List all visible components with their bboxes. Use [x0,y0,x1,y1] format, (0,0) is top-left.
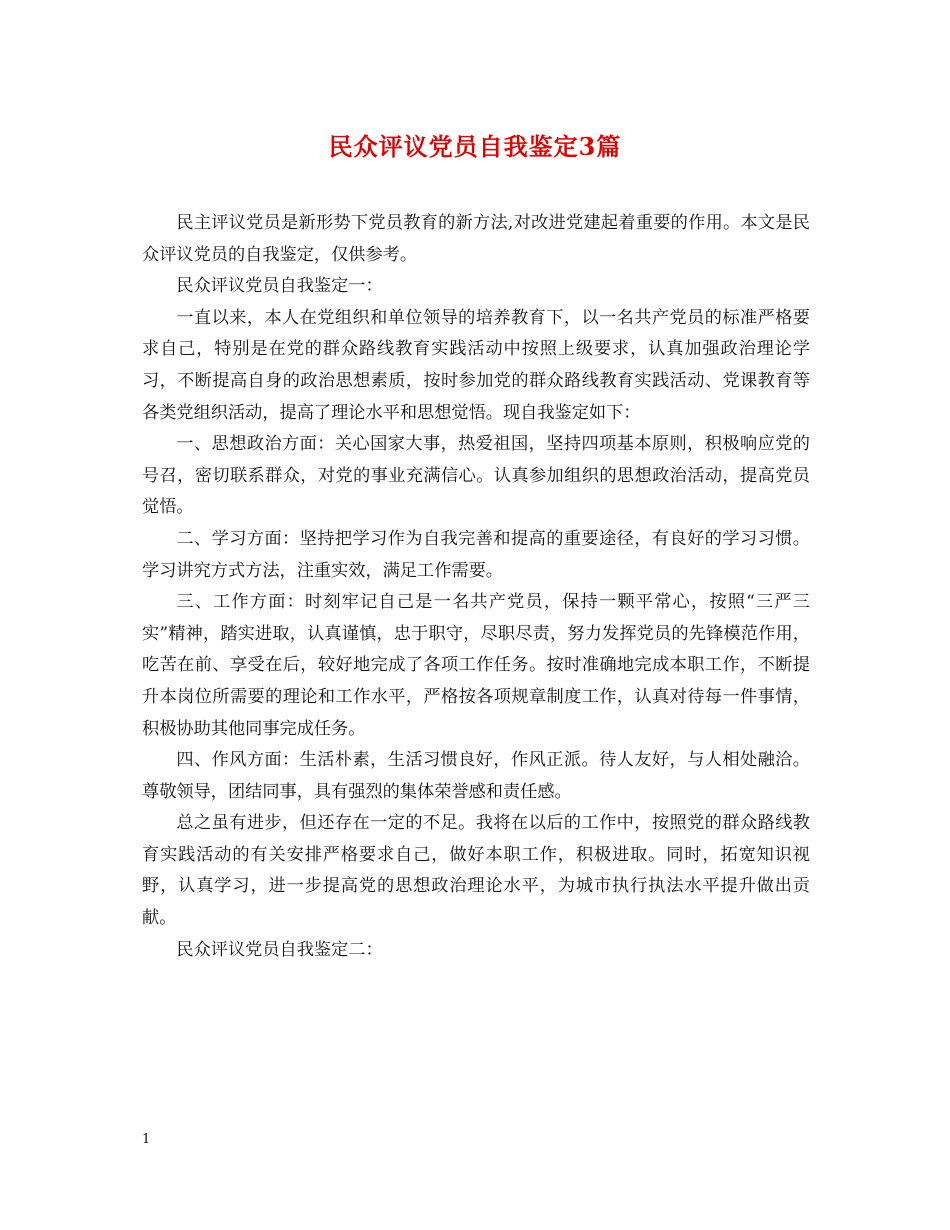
paragraph: 总之虽有进步，但还存在一定的不足。我将在以后的工作中，按照党的群众路线教育实践活动的有关安排严格要求自己，做好本职工作，积极进取。同时，拓宽知识视野，认真学习，进一步提高党的思想政治理论水平，为城市执行执法水平提升做出贡献。 [142,813,810,929]
paragraph: 民众评议党员自我鉴定一： [176,276,383,297]
paragraph: 三、工作方面：时刻牢记自己是一名共产党员，保持一颗平常心，按照“三严三实”精神，踏实进取，认真谨慎，忠于职守，尽职尽责，努力发挥党员的先锋模范作用，吃苦在前、享受在后，较好地完成了各项工作任务。按时准确地完成本职工作，不断提升本岗位所需要的理论和工作水平，严格按各项规章制度工作，认真对待每一件事情，积极协助其他同事完成任务。 [142,592,810,739]
paragraph: 民主评议党员是新形势下党员教育的新方法,对改进党建起着重要的作用。本文是民众评议党员的自我鉴定，仅供参考。 [142,213,810,265]
document-title: 民众评议党员自我鉴定3篇 [328,132,622,161]
document-body [142,208,810,966]
paragraph: 四、作风方面：生活朴素，生活习惯良好，作风正派。待人友好，与人相处融洽。尊敬领导，团结同事，具有强烈的集体荣誉感和责任感。 [142,750,810,802]
paragraph: 一直以来，本人在党组织和单位领导的培养教育下，以一名共产党员的标准严格要求自己，特别是在党的群众路线教育实践活动中按照上级要求，认真加强政治理论学习，不断提高自身的政治思想素质，按时参加党的群众路线教育实践活动、党课教育等各类党组织活动，提高了理论水平和思想觉悟。现自我鉴定如下： [142,307,810,423]
paragraph: 民众评议党员自我鉴定二： [176,939,383,960]
paragraph: 一、思想政治方面：关心国家大事，热爱祖国，坚持四项基本原则，积极响应党的号召，密切联系群众，对党的事业充满信心。认真参加组织的思想政治活动，提高党员觉悟。 [142,434,810,518]
page-number: 1 [142,1132,151,1147]
paragraph: 二、学习方面：坚持把学习作为自我完善和提高的重要途径，有良好的学习习惯。学习讲究方式方法，注重实效，满足工作需要。 [142,528,810,581]
